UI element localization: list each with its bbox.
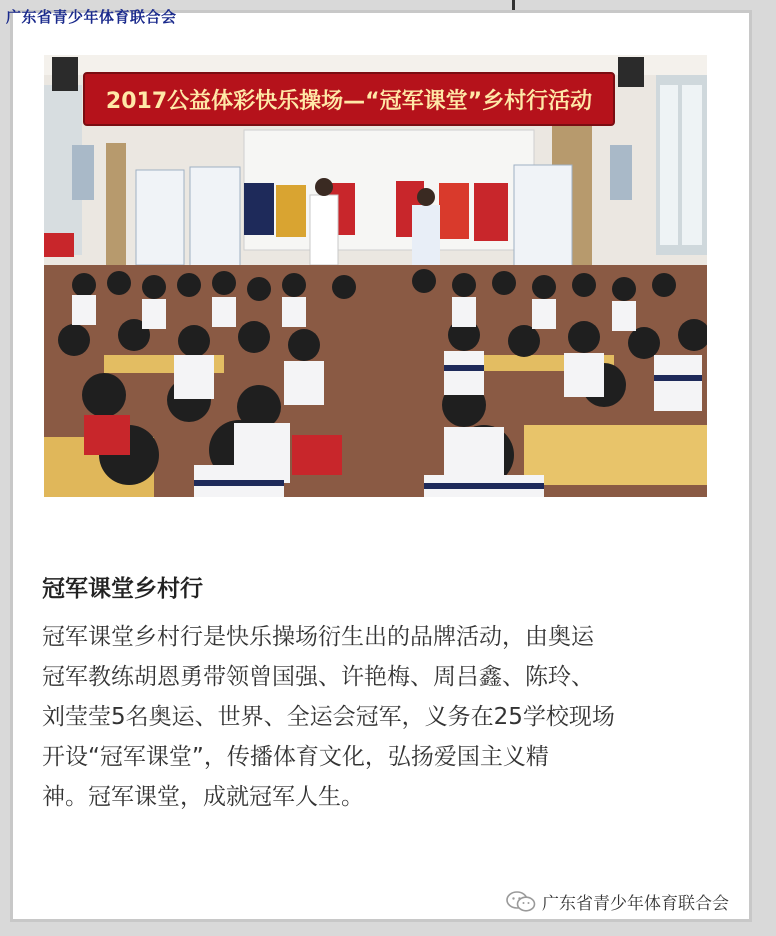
article-body <box>42 617 722 817</box>
footer-attribution[interactable] <box>506 889 729 914</box>
banner-text: 2017公益体彩快乐操场—“冠军课堂”乡村行活动 <box>105 89 593 114</box>
article-body-line: 冠军课堂乡村行是快乐操场衍生出的品牌活动，由奥运 <box>42 624 594 650</box>
top-divider-mark <box>512 0 515 10</box>
article-body-line: 刘莹莹5名奥运、世界、全运会冠军，义务在25学校现场 <box>42 704 615 730</box>
event-photo <box>44 55 707 497</box>
wechat-icon <box>506 891 536 913</box>
article-title: 冠军课堂乡村行 <box>42 576 203 602</box>
org-header: 广东省青少年体育联合会 <box>6 8 177 26</box>
article-body-line: 冠军教练胡恩勇带领曾国强、许艳梅、周吕鑫、陈玲、 <box>42 664 594 690</box>
article-body-line: 开设“冠军课堂”，传播体育文化，弘扬爱国主义精 <box>42 744 549 770</box>
footer-account-name: 广东省青少年体育联合会 <box>542 894 729 914</box>
article-body-line: 神。冠军课堂，成就冠军人生。 <box>42 784 364 810</box>
